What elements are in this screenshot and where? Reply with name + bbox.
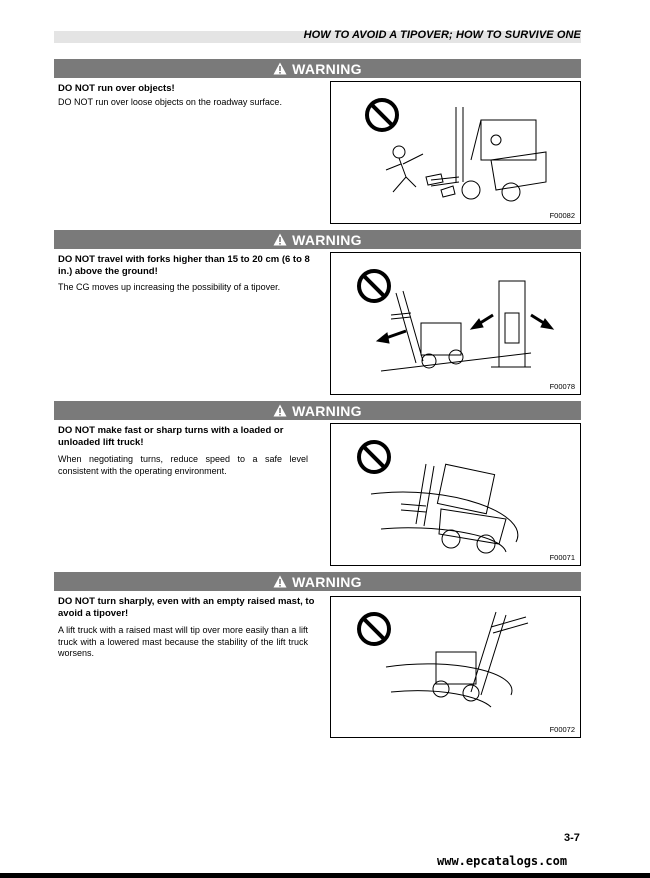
warning-body: The CG moves up increasing the possibility of a tipover. (58, 282, 281, 292)
illustration-raised-mast-turn (330, 596, 581, 738)
warning-section-3 (54, 401, 581, 566)
page-header-title: HOW TO AVOID A TIPOVER; HOW TO SURVIVE ONE (303, 29, 581, 41)
warning-banner (54, 230, 581, 249)
warning-banner (54, 572, 581, 591)
ramp-line (381, 353, 531, 371)
forklift-front-drawing (491, 281, 531, 367)
warning-label: WARNING (292, 60, 362, 77)
image-code: F00082 (549, 211, 575, 220)
warning-section-4 (54, 572, 581, 738)
warning-title: DO NOT run over objects! (58, 83, 175, 94)
illustration-forks-high (330, 252, 581, 395)
image-code: F00078 (549, 382, 575, 391)
warning-section-1 (54, 59, 581, 224)
warning-section-2 (54, 230, 581, 395)
image-code: F00072 (549, 725, 575, 734)
warning-title: DO NOT travel with forks higher than 15 to 20 cm (6 to 8 in.) above the ground! (58, 254, 310, 277)
illustration-sharp-turns (330, 423, 581, 566)
curved-road (386, 664, 512, 707)
warning-body: When negotiating turns, reduce speed to a safe level consistent with the operating environment. (58, 454, 308, 476)
warning-body: DO NOT run over loose objects on the roadway surface. (58, 97, 282, 107)
warning-label: WARNING (292, 231, 362, 248)
warning-label: WARNING (292, 573, 362, 590)
page-number: 3-7 (564, 832, 580, 844)
warning-triangle-icon (273, 404, 287, 417)
prohibition-icon (359, 614, 389, 644)
tilt-arrows (471, 315, 553, 329)
image-code: F00071 (549, 553, 575, 562)
warning-title: DO NOT make fast or sharp turns with a loaded or unloaded lift truck! (58, 425, 284, 448)
warning-banner (54, 59, 581, 78)
bottom-border (0, 873, 650, 878)
raised-mast-forklift-drawing (433, 612, 528, 701)
forklift-side-drawing (391, 291, 463, 368)
prohibition-icon (359, 271, 389, 301)
warning-title: DO NOT turn sharply, even with an empty raised mast, to avoid a tipover! (58, 596, 315, 619)
left-arrow (377, 331, 406, 343)
warning-triangle-icon (273, 62, 287, 75)
forklift-drawing (431, 107, 546, 201)
website-watermark: www.epcatalogs.com (437, 854, 568, 868)
warning-label: WARNING (292, 402, 362, 419)
prohibition-icon (367, 100, 397, 130)
falling-person-drawing (386, 146, 423, 192)
warning-triangle-icon (273, 575, 287, 588)
warning-banner (54, 401, 581, 420)
warning-body: A lift truck with a raised mast will tip over more easily than a lift truck with a lowered mast because the stability of the lift truck worsens. (58, 625, 308, 658)
prohibition-icon (359, 442, 389, 472)
warning-triangle-icon (273, 233, 287, 246)
illustration-run-over-objects (330, 81, 581, 224)
